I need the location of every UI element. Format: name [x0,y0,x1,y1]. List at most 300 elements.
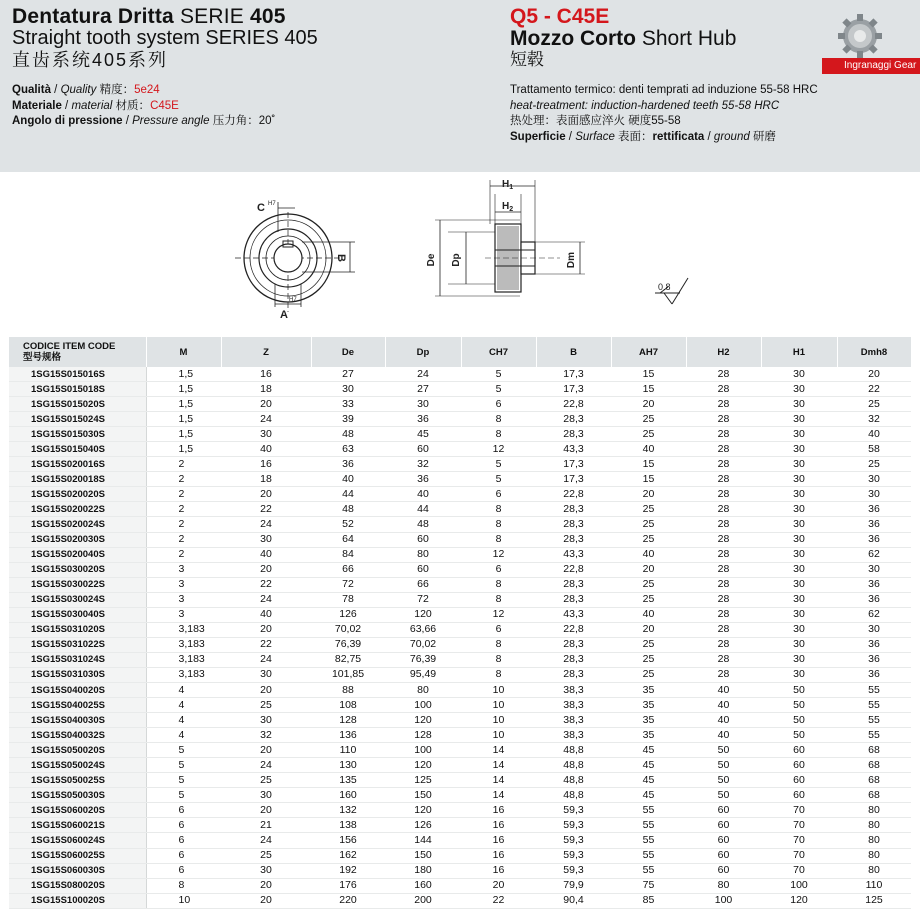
item-code-cell: 1SG15S031020S [9,622,146,637]
table-cell: 5 [461,382,536,397]
table-cell: 150 [385,848,461,863]
table-cell: 36 [837,517,911,532]
table-cell: 30 [221,667,311,682]
table-cell: 15 [611,382,686,397]
table-cell: 30 [221,532,311,547]
table-cell: 36 [385,412,461,427]
spec-material-value: C45E [150,99,179,112]
table-cell: 28 [686,367,761,382]
table-cell: 6 [461,622,536,637]
spec-material-it: Materiale [12,99,62,112]
table-cell: 30 [761,517,837,532]
table-cell: 55 [611,833,686,848]
table-cell: 43,3 [536,607,611,622]
table-cell: 136 [311,728,385,743]
surface-value-it: rettificata [652,130,705,143]
label-de: De [426,253,437,267]
table-cell: 35 [611,713,686,728]
table-cell: 30 [761,442,837,457]
table-cell: 25 [611,637,686,652]
table-cell: 10 [461,713,536,728]
table-cell: 70,02 [311,622,385,637]
table-cell: 15 [611,367,686,382]
table-cell: 16 [461,818,536,833]
table-cell: 20 [221,487,311,502]
table-cell: 24 [221,412,311,427]
table-row [9,427,911,442]
table-cell: 25 [611,502,686,517]
table-cell: 1,5 [146,382,221,397]
table-cell: 25 [611,592,686,607]
table-cell: 70 [761,818,837,833]
item-code-cell: 1SG15S050020S [9,743,146,758]
header-h2: H2 [686,337,761,367]
table-cell: 14 [461,743,536,758]
table-cell: 22,8 [536,397,611,412]
table-cell: 28 [686,517,761,532]
table-cell: 8 [461,637,536,652]
table-cell: 30 [837,622,911,637]
table-cell: 76,39 [385,652,461,667]
item-code-cell: 1SG15S020024S [9,517,146,532]
item-code-cell: 1SG15S015016S [9,367,146,382]
table-cell: 22,8 [536,487,611,502]
table-cell: 120 [761,893,837,908]
table-cell: 25 [221,698,311,713]
table-cell: 38,3 [536,728,611,743]
table-cell: 30 [221,427,311,442]
table-cell: 20 [611,562,686,577]
item-code-cell: 1SG15S060025S [9,848,146,863]
table-cell: 30 [761,502,837,517]
table-row [9,773,911,788]
table-cell: 1,5 [146,367,221,382]
item-code-cell: 1SG15S015024S [9,412,146,427]
table-row [9,682,911,697]
table-cell: 17,3 [536,457,611,472]
table-cell: 2 [146,502,221,517]
table-row [9,893,911,908]
table-cell: 30 [221,863,311,878]
table-cell: 30 [221,713,311,728]
table-cell: 36 [837,667,911,682]
table-row [9,803,911,818]
table-cell: 24 [221,758,311,773]
table-cell: 32 [385,457,461,472]
table-cell: 6 [146,848,221,863]
item-code-cell: 1SG15S040030S [9,713,146,728]
table-cell: 5 [461,367,536,382]
header-code-label: CODICE ITEM CODE [23,341,116,352]
table-cell: 16 [461,803,536,818]
table-cell: 28,3 [536,592,611,607]
table-cell: 1,5 [146,442,221,457]
table-cell: 63,66 [385,622,461,637]
table-cell: 150 [385,788,461,803]
table-cell: 59,3 [536,803,611,818]
table-cell: 33 [311,397,385,412]
table-cell: 20 [461,878,536,893]
table-cell: 50 [761,713,837,728]
table-cell: 90,4 [536,893,611,908]
table-cell: 35 [611,728,686,743]
table-cell: 24 [221,833,311,848]
table-cell: 80 [837,863,911,878]
table-cell: 3 [146,592,221,607]
table-cell: 40 [221,607,311,622]
table-row [9,698,911,713]
table-cell: 36 [837,652,911,667]
table-cell: 10 [461,682,536,697]
table-cell: 68 [837,788,911,803]
table-cell: 25 [837,457,911,472]
table-cell: 50 [761,698,837,713]
header-ah7: AH7 [611,337,686,367]
table-cell: 14 [461,773,536,788]
table-cell: 20 [221,622,311,637]
table-cell: 30 [761,532,837,547]
table-cell: 18 [221,382,311,397]
table-cell: 30 [761,367,837,382]
table-cell: 22,8 [536,622,611,637]
table-row [9,622,911,637]
item-code-cell: 1SG15S030024S [9,592,146,607]
table-cell: 192 [311,863,385,878]
table-cell: 28 [686,667,761,682]
table-cell: 28 [686,562,761,577]
spec-quality-en: Quality [60,84,97,96]
table-cell: 160 [385,878,461,893]
header-h1: H1 [761,337,837,367]
table-cell: 40 [686,682,761,697]
table-cell: 62 [837,607,911,622]
table-cell: 60 [686,818,761,833]
table-row [9,367,911,382]
table-cell: 43,3 [536,442,611,457]
table-cell: 16 [461,863,536,878]
item-code-cell: 1SG15S020016S [9,457,146,472]
surface-value-en: ground [713,130,750,143]
technical-drawing [0,172,920,332]
table-cell: 58 [837,442,911,457]
table-row [9,878,911,893]
spec-quality-cn: 精度： [99,84,135,96]
table-cell: 24 [221,517,311,532]
table-cell: 48,8 [536,788,611,803]
table-cell: 22 [221,502,311,517]
table-cell: 30 [761,382,837,397]
item-code-cell: 1SG15S030020S [9,562,146,577]
table-cell: 25 [221,848,311,863]
table-cell: 20 [221,562,311,577]
table-cell: 8 [461,412,536,427]
table-cell: 2 [146,547,221,562]
table-cell: 20 [221,682,311,697]
table-cell: 60 [686,803,761,818]
table-cell: 36 [311,457,385,472]
table-cell: 60 [686,833,761,848]
label-h2: $H_2$ [502,201,514,213]
header-code-cn: 型号规格 [23,352,62,363]
table-cell: 16 [221,457,311,472]
table-cell: 3,183 [146,637,221,652]
table-cell: 40 [311,472,385,487]
table-cell: 28 [686,472,761,487]
table-cell: 95,49 [385,667,461,682]
table-cell: 43,3 [536,547,611,562]
item-code-cell: 1SG15S040032S [9,728,146,743]
table-cell: 30 [761,547,837,562]
table-cell: 27 [385,382,461,397]
table-cell: 66 [311,562,385,577]
table-cell: 28 [686,652,761,667]
table-cell: 27 [311,367,385,382]
table-cell: 28 [686,502,761,517]
table-cell: 4 [146,698,221,713]
table-cell: 220 [311,893,385,908]
table-row [9,833,911,848]
table-cell: 8 [461,517,536,532]
product-code: Q5 - C45E [510,5,610,28]
table-cell: 126 [311,607,385,622]
table-cell: 28 [686,427,761,442]
table-row [9,592,911,607]
table-row [9,818,911,833]
table-cell: 62 [837,547,911,562]
table-cell: 84 [311,547,385,562]
table-cell: 2 [146,472,221,487]
table-cell: 110 [837,878,911,893]
spec-material: Materiale / material 材质：C45E [12,99,179,112]
product-name-it: Mozzo Corto [510,27,636,50]
table-cell: 60 [686,863,761,878]
table-cell: 40 [385,487,461,502]
table-cell: 60 [761,773,837,788]
table-cell: 48,8 [536,743,611,758]
table-cell: 8 [461,652,536,667]
table-cell: 101,85 [311,667,385,682]
table-cell: 44 [385,502,461,517]
table-cell: 50 [686,788,761,803]
table-cell: 55 [611,863,686,878]
table-cell: 59,3 [536,848,611,863]
table-cell: 20 [221,743,311,758]
table-cell: 25 [611,532,686,547]
table-cell: 60 [385,532,461,547]
item-code-cell: 1SG15S060024S [9,833,146,848]
table-cell: 22 [461,893,536,908]
table-cell: 6 [461,487,536,502]
table-cell: 144 [385,833,461,848]
table-cell: 24 [385,367,461,382]
table-cell: 15 [611,472,686,487]
table-cell: 28,3 [536,517,611,532]
label-c-sup: H7 [268,201,276,207]
spec-quality: Qualità / Quality 精度：5e24 [12,84,160,96]
item-code-cell: 1SG15S050024S [9,758,146,773]
table-cell: 12 [461,607,536,622]
table-cell: 10 [461,728,536,743]
table-row [9,743,911,758]
table-cell: 160 [311,788,385,803]
table-cell: 3 [146,607,221,622]
table-cell: 120 [385,803,461,818]
table-cell: 126 [385,818,461,833]
surface-cn: 表面： [618,130,653,143]
table-cell: 16 [461,833,536,848]
table-cell: 8 [461,667,536,682]
table-cell: 30 [761,412,837,427]
table-cell: 3,183 [146,667,221,682]
table-cell: 30 [761,487,837,502]
table-cell: 60 [761,788,837,803]
table-row [9,517,911,532]
title-bold: Dentatura Dritta [12,5,174,28]
table-cell: 25 [221,773,311,788]
table-cell: 100 [385,743,461,758]
table-cell: 28,3 [536,637,611,652]
spec-list [12,83,275,130]
header-de: De [311,337,385,367]
table-cell: 1,5 [146,427,221,442]
table-cell: 38,3 [536,682,611,697]
table-cell: 28 [686,607,761,622]
table-cell: 40 [221,547,311,562]
table-cell: 50 [686,743,761,758]
table-cell: 80 [686,878,761,893]
label-c: C [257,202,265,214]
table-cell: 45 [385,427,461,442]
table-cell: 20 [221,893,311,908]
table-row [9,788,911,803]
item-code-cell: 1SG15S030022S [9,577,146,592]
item-code-cell: 1SG15S100020S [9,893,146,908]
table-cell: 55 [837,713,911,728]
table-cell: 50 [686,773,761,788]
table-cell: 60 [686,848,761,863]
table-cell: 28 [686,577,761,592]
table-cell: 120 [385,758,461,773]
table-cell: 6 [461,397,536,412]
table-cell: 30 [385,397,461,412]
table-cell: 5 [146,758,221,773]
table-cell: 2 [146,487,221,502]
table-cell: 30 [761,667,837,682]
table-cell: 12 [461,442,536,457]
table-cell: 45 [611,743,686,758]
table-cell: 110 [311,743,385,758]
surface-en: Surface [575,130,615,143]
table-cell: 30 [761,457,837,472]
header-z: Z [221,337,311,367]
table-row [9,382,911,397]
table-cell: 38,3 [536,713,611,728]
table-cell: 5 [146,743,221,758]
table-cell: 35 [611,682,686,697]
table-cell: 30 [761,562,837,577]
table-cell: 85 [611,893,686,908]
table-cell: 28,3 [536,577,611,592]
item-code-cell: 1SG15S050025S [9,773,146,788]
table-cell: 25 [611,412,686,427]
table-cell: 25 [611,517,686,532]
item-code-cell: 1SG15S060030S [9,863,146,878]
spec-quality-it: Qualità [12,84,51,96]
header-m: M [146,337,221,367]
table-cell: 48 [311,427,385,442]
item-code-cell: 1SG15S080020S [9,878,146,893]
item-code-cell: 1SG15S030040S [9,607,146,622]
table-cell: 30 [837,562,911,577]
table-row [9,863,911,878]
table-cell: 28 [686,622,761,637]
table-cell: 10 [146,893,221,908]
table-cell: 55 [837,698,911,713]
label-b: B [335,254,347,262]
table-row [9,502,911,517]
table-cell: 28 [686,532,761,547]
table-cell: 25 [837,397,911,412]
table-cell: 135 [311,773,385,788]
table-cell: 14 [461,788,536,803]
table-row [9,562,911,577]
table-cell: 28 [686,397,761,412]
table-row [9,667,911,682]
table-cell: 30 [837,472,911,487]
item-code-cell: 1SG15S015040S [9,442,146,457]
product-title-block [510,6,736,70]
table-cell: 176 [311,878,385,893]
table-cell: 79,9 [536,878,611,893]
table-cell: 88 [311,682,385,697]
table-cell: 59,3 [536,863,611,878]
table-cell: 5 [461,472,536,487]
title-number: 405 [250,5,286,28]
table-row [9,442,911,457]
table-cell: 20 [611,487,686,502]
table-cell: 82,75 [311,652,385,667]
table-cell: 100 [686,893,761,908]
table-cell: 48 [311,502,385,517]
header-b: B [536,337,611,367]
label-a: A [280,309,288,321]
table-cell: 70 [761,848,837,863]
table-cell: 3,183 [146,652,221,667]
table-row [9,758,911,773]
surface-value-cn: 研磨 [752,130,776,143]
table-cell: 72 [385,592,461,607]
table-cell: 38,3 [536,698,611,713]
table-cell: 63 [311,442,385,457]
table-cell: 44 [311,487,385,502]
table-cell: 36 [837,592,911,607]
table-row [9,607,911,622]
table-cell: 20 [221,803,311,818]
surface-spec: Superficie / Surface 表面：rettificata / ground 研磨 [510,130,776,143]
table-cell: 28,3 [536,412,611,427]
treatment-en [510,99,818,115]
table-cell: 6 [146,818,221,833]
table-cell: 40 [837,427,911,442]
table-row [9,652,911,667]
table-cell: 40 [686,713,761,728]
treatment-it: Trattamento termico: denti temprati ad induzione 55-58 HRC [510,84,818,96]
label-a-sup: H7 [289,297,297,303]
table-cell: 50 [761,682,837,697]
header-dmh8: Dmh8 [837,337,911,367]
table-cell: 50 [761,728,837,743]
item-code-cell: 1SG15S020022S [9,502,146,517]
